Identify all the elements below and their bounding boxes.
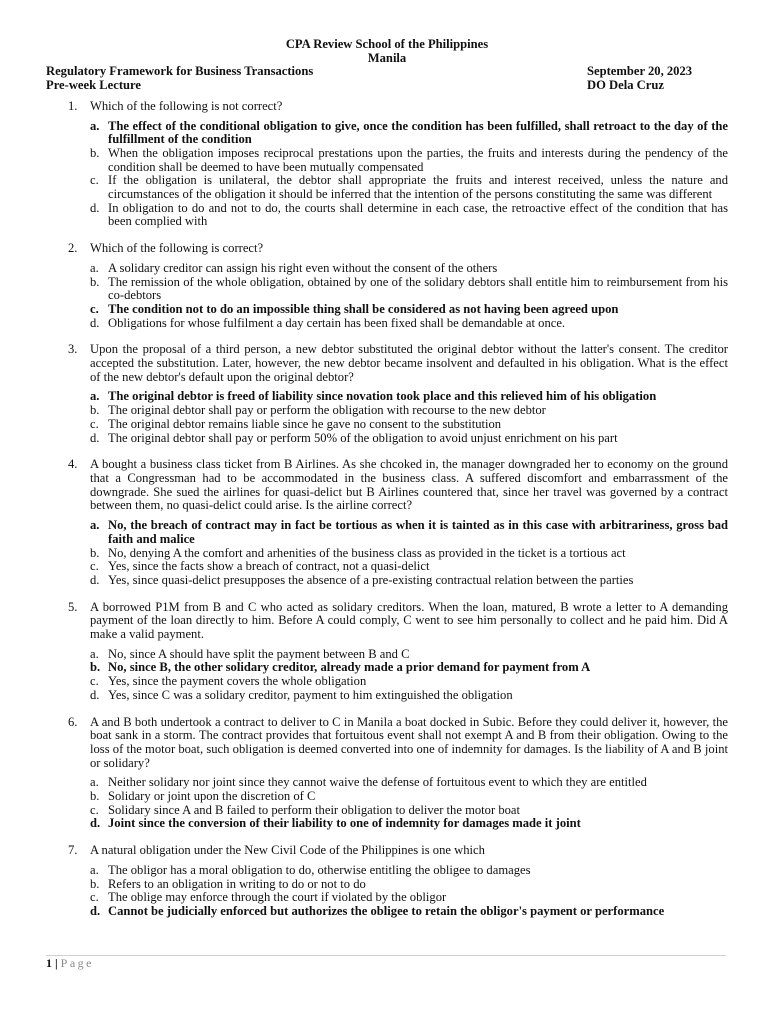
lecture-type: Pre-week Lecture [46,78,141,93]
question-number: 7. [68,843,78,858]
choice-list [90,390,728,445]
choice-text: Yes, since the facts show a breach of contract, not a quasi-delict [108,559,430,574]
question-stem [46,343,728,384]
choice-letter: a. [90,775,99,790]
choice-item [90,262,728,276]
question-text: Which of the following is correct? [90,241,264,256]
question-text: A bought a business class ticket from B Airlines. As she chcoked in, the manager downgraded her to economy on the ground that a Congressman had to be accommodated in the business class. A suffered discomfort and embarrassment of the downgrade. She sued the airlines for quasi-delict but B Airlines countered that, since her travel was governed by a contract between them, no quasi-delict could arise. Is the airline correct? [90,457,728,513]
choice-item [90,864,728,878]
choice-text: The effect of the conditional obligation to give, once the condition has been fulfilled, shall retroact to the day of the fulfillment of the condition [108,118,728,147]
school-city: Manila [367,50,407,65]
choice-letter: d. [90,903,101,918]
choice-letter: c. [90,173,99,188]
choice-text: Solidary since A and B failed to perform their obligation to deliver the motor boat [108,802,521,817]
lecture-date: September 20, 2023 [587,64,693,79]
choice-list [90,262,728,331]
choice-text: No, since B, the other solidary creditor, already made a prior demand for payment from A [108,660,591,675]
choice-letter: a. [90,862,99,877]
choice-item [90,574,728,588]
choice-item [90,276,728,303]
page-number: 1 [46,956,52,970]
question-number: 5. [68,599,78,614]
question-text: A and B both undertook a contract to deliver to C in Manila a boat docked in Subic. Before they could deliver it, however, the boat sank in a storm. The contract provides that fortuitous event shall not exempt A and B from their obligation. Owing to the loss of the motor boat, such obligation is deemed converted into one of indemnity for damages. Is the liability of A and B joint or solidary? [90,714,728,770]
question-item [46,343,728,445]
choice-list [90,120,728,230]
choice-text: The original debtor shall pay or perform the obligation with recourse to the new debtor [108,403,546,418]
choice-text: No, the breach of contract may in fact be tortious as when it is tainted as in this case with arbitrariness, gross bad faith and malice [108,518,728,546]
choice-letter: c. [90,802,99,817]
question-text: A borrowed P1M from B and C who acted as solidary creditors. When the loan, matured, B wrote a letter to A demanding payment of the loan directly to him. Before A could comply, C went to see him personally to collect and he paid him. Did A make a valid payment. [90,599,728,642]
choice-text: The condition not to do an impossible thing shall be considered as not having been agreed upon [108,301,619,316]
choice-item [90,202,728,229]
choice-item [90,519,728,546]
question-stem [46,716,728,771]
choice-item [90,390,728,404]
question-stem [46,100,728,114]
choice-letter: a. [90,518,100,533]
choice-item [90,905,728,919]
question-text: A natural obligation under the New Civil Code of the Philippines is one which [90,843,485,858]
choice-text: In obligation to do and not to do, the courts shall determine in each case, the retroactive effect of the condition that has been complied with [108,200,728,229]
choice-text: Yes, since quasi-delict presupposes the absence of a pre-existing contractual relation between the parties [108,572,634,587]
question-item [46,242,728,330]
choice-letter: b. [90,545,100,560]
page-footer [46,955,726,971]
question-text: Upon the proposal of a third person, a new debtor substituted the original debtor without the latter's consent. The creditor accepted the substitution. Later, however, the new debtor became insolvent and defaulted in his obligation. What is the effect of the new debtor's default upon the original debtor? [90,342,728,384]
choice-text: The original debtor shall pay or perform 50% of the obligation to avoid unjust enrichment on his part [108,430,618,445]
choice-text: The obligor has a moral obligation to do, otherwise entitling the obligee to damages [108,862,531,877]
choice-text: The oblige may enforce through the court if violated by the obligor [108,890,447,905]
question-item [46,458,728,587]
choice-letter: c. [90,674,99,689]
choice-item [90,878,728,892]
page-label: Page [60,956,94,970]
choice-text: If the obligation is unilateral, the debtor shall appropriate the fruits and interest received, unless the nature and circumstances of the obligation it should be inferred that the intention of the persons constituting the same was different [108,173,728,202]
question-stem [46,242,728,256]
choice-item [90,317,728,331]
choice-letter: a. [90,389,100,404]
question-stem [46,458,728,513]
school-name: CPA Review School of the Philippines [285,37,489,51]
choice-text: Yes, since the payment covers the whole obligation [108,674,367,689]
choice-letter: c. [90,890,99,905]
choice-letter: c. [90,416,99,431]
choice-text: Refers to an obligation in writing to do or not to do [108,876,366,891]
choice-letter: d. [90,430,100,445]
question-stem [46,844,728,858]
choice-letter: a. [90,646,99,661]
header-row-lecture [46,79,728,93]
choice-item [90,418,728,432]
question-item [46,716,728,832]
choice-item [90,174,728,201]
course-title: Regulatory Framework for Business Transactions [46,64,314,79]
choice-list [90,648,728,703]
document-page [46,38,728,932]
choice-list [90,864,728,919]
footer-separator: | [55,956,58,970]
choice-letter: b. [90,789,100,804]
choice-text: Cannot be judicially enforced but authorizes the obligee to retain the obligor's payment or performance [108,903,665,918]
question-item [46,601,728,703]
question-stem [46,601,728,642]
choice-item [90,547,728,561]
choice-text: The original debtor remains liable since he gave no consent to the substitution [108,416,502,431]
choice-item [90,689,728,703]
choice-letter: c. [90,559,99,574]
choice-item [90,147,728,174]
question-number: 4. [68,457,78,472]
choice-text: Obligations for whose fulfilment a day certain has been fixed shall be demandable at once. [108,315,566,330]
document-header [46,38,728,93]
header-row-course [46,65,728,79]
question-number: 6. [68,714,78,729]
choice-text: No, since A should have split the payment between B and C [108,646,410,661]
choice-letter: a. [90,260,99,275]
choice-item [90,120,728,147]
choice-item [90,560,728,574]
question-number: 2. [68,241,78,256]
question-number: 1. [68,98,78,113]
choice-text: No, denying A the comfort and arhenities of the business class as provided in the ticket is a tortious act [108,545,626,560]
choice-item [90,817,728,831]
choice-letter: b. [90,274,100,289]
choice-text: Solidary or joint upon the discretion of C [108,789,316,804]
choice-item [90,675,728,689]
question-number: 3. [68,342,78,357]
choice-text: The original debtor is freed of liability since novation took place and this relieved him of his obligation [108,389,657,404]
choice-letter: d. [90,816,101,831]
choice-letter: b. [90,876,100,891]
choice-list [90,776,728,831]
choice-text: Yes, since C was a solidary creditor, payment to him extinguished the obligation [108,687,513,702]
choice-text: When the obligation imposes reciprocal prestations upon the parties, the fruits and interests during the pendency of the condition shall be deemed to have been mutually compensated [108,145,728,174]
choice-text: Neither solidary nor joint since they cannot waive the defense of fortuitous event to which they are entitled [108,775,647,790]
choice-text: The remission of the whole obligation, obtained by one of the solidary debtors shall entitle him to reimbursement from his co-debtors [108,274,728,303]
choice-text: Joint since the conversion of their liability to one of indemnity for damages made it joint [108,816,581,831]
choice-item [90,891,728,905]
choice-letter: a. [90,118,100,133]
question-text: Which of the following is not correct? [90,98,283,113]
question-item [46,844,728,919]
choice-letter: d. [90,200,100,215]
choice-item [90,776,728,790]
choice-item [90,432,728,446]
choice-item [90,404,728,418]
choice-letter: c. [90,301,99,316]
question-item [46,100,728,229]
choice-letter: b. [90,145,100,160]
choice-item [90,790,728,804]
choice-text: A solidary creditor can assign his right even without the consent of the others [108,260,498,275]
choice-letter: d. [90,687,100,702]
choice-letter: d. [90,315,100,330]
lecturer-name: DO Dela Cruz [587,78,664,93]
choice-letter: b. [90,403,100,418]
choice-item [90,303,728,317]
question-list [46,100,728,919]
choice-item [90,648,728,662]
choice-letter: d. [90,572,100,587]
choice-list [90,519,728,588]
choice-item [90,804,728,818]
choice-item [90,661,728,675]
choice-letter: b. [90,660,101,675]
